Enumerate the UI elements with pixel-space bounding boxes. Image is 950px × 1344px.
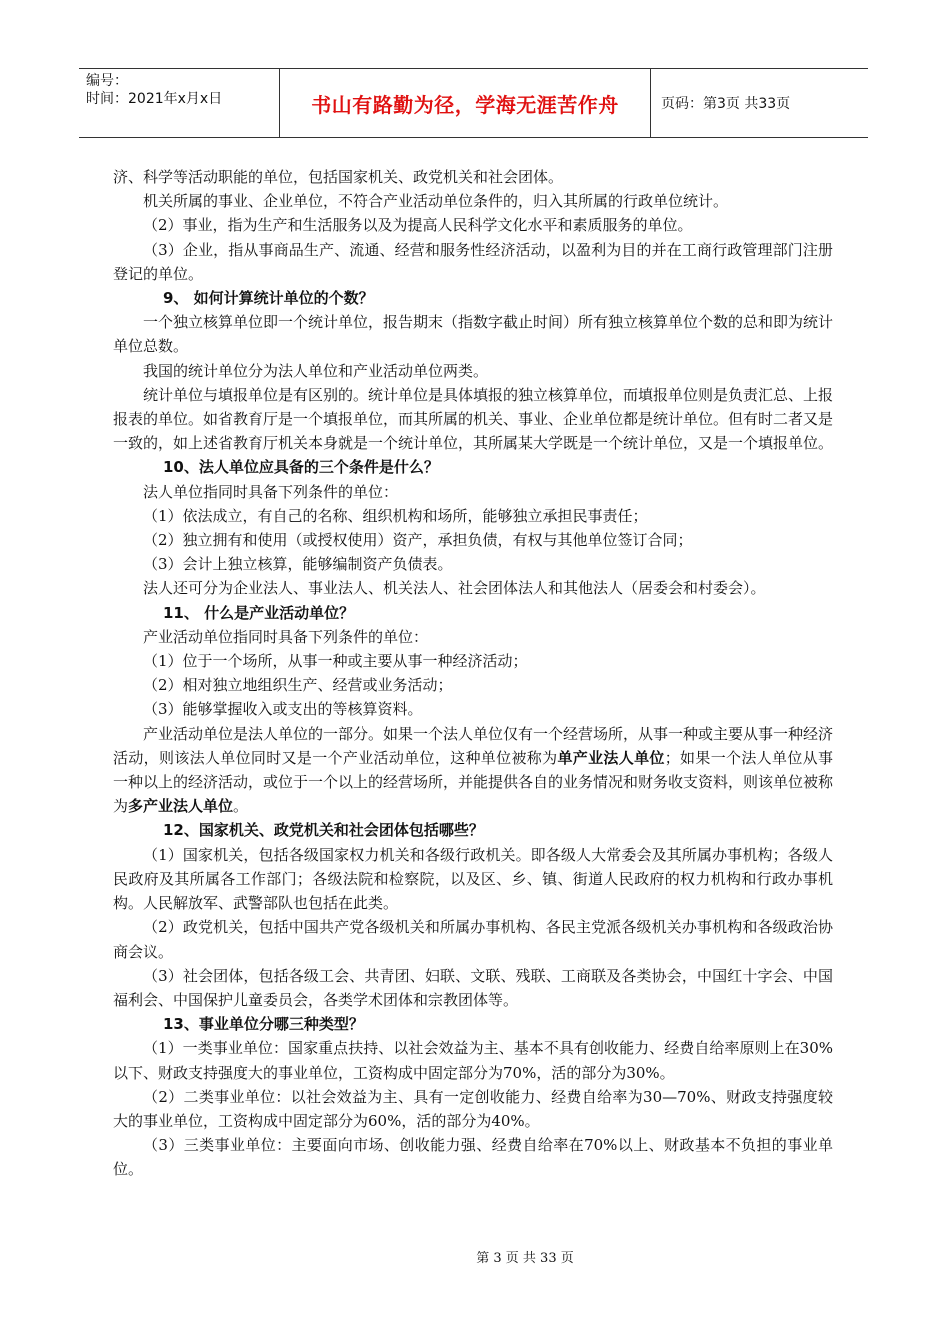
paragraph: （3）三类事业单位：主要面向市场、创收能力强、经费自给率在70%以上、财政基本不负担的事业单位。 [113, 1136, 833, 1179]
question-heading-13: 13、事业单位分哪三种类型？ [163, 1015, 364, 1034]
text-run: 。 [233, 797, 249, 816]
paragraph: （1）依法成立，有自己的名称、组织机构和场所，能够独立承担民事责任； [143, 506, 648, 525]
question-heading-9: 9、 如何计算统计单位的个数？ [163, 289, 374, 308]
question-heading-12: 12、国家机关、政党机关和社会团体包括哪些？ [163, 821, 484, 840]
paragraph: （3）企业，指从事商品生产、流通、经营和服务性经济活动，以盈利为目的并在工商行政管理部门注册登记的单位。 [113, 240, 833, 283]
header-motto: 书山有路勤为径，学海无涯苦作舟 [311, 92, 619, 117]
header-motto-cell [280, 69, 651, 137]
question-heading-11: 11、 什么是产业活动单位？ [163, 603, 355, 622]
paragraph: （2）事业，指为生产和生活服务以及为提高人民科学文化水平和素质服务的单位。 [143, 216, 693, 235]
paragraph: （2）二类事业单位：以社会效益为主、具有一定创收能力、经费自给率为30—70%、财政支持强度较大的事业单位，工资构成中固定部分为60%，活的部分为40%。 [113, 1087, 833, 1130]
paragraph: （2）相对独立地组织生产、经营或业务活动； [143, 676, 453, 695]
page-header [79, 68, 868, 138]
paragraph: （1）国家机关，包括各级国家权力机关和各级行政机关。即各级人大常委会及其所属办事机构；各级人民政府及其所属各工作部门；各级法院和检察院，以及区、乡、镇、街道人民政府的权力机构和行政办事机构。人民解放军、武警部队也包括在此类。 [113, 845, 833, 913]
paragraph: 法人单位指同时具备下列条件的单位： [143, 482, 399, 501]
paragraph: 机关所属的事业、企业单位，不符合产业活动单位条件的，归入其所属的行政单位统计。 [143, 192, 729, 211]
header-meta [79, 69, 280, 137]
emphasis-term: 单产业法人单位 [557, 748, 665, 767]
paragraph: （2）独立拥有和使用（或授权使用）资产，承担负债，有权与其他单位签订合同； [143, 531, 693, 550]
page-footer: 第 3 页 共 33 页 [476, 1251, 574, 1266]
paragraph: （3）社会团体，包括各级工会、共青团、妇联、文联、残联、工商联及各类协会，中国红十字会、中国福利会、中国保护儿童委员会，各类学术团体和宗教团体等。 [113, 966, 833, 1009]
paragraph-with-emphasis [113, 722, 833, 819]
doc-time-label: 时间：2021年x月x日 [86, 91, 223, 107]
text-run: ；如果一个法人单位从事一种以上的经济活动，或位于一个以上的经营场所，并能提供各自的业务情况和财务收支资料，则该单位被称为 [113, 748, 834, 816]
header-page-info: 页码：第3页 共33页 [661, 96, 791, 112]
emphasis-term: 多产业法人单位 [128, 797, 234, 816]
document-body [113, 165, 833, 1182]
paragraph: （1）位于一个场所，从事一种或主要从事一种经济活动； [143, 652, 528, 671]
text-run: 产业活动单位是法人单位的一部分。如果一个法人单位仅有一个经营场所，从事一种或主要从事一种经济活动，则该法人单位同时又是一个产业活动单位，这种单位被称为 [113, 724, 834, 767]
paragraph: 法人还可分为企业法人、事业法人、机关法人、社会团体法人和其他法人（居委会和村委会）。 [143, 579, 766, 598]
paragraph: （2）政党机关，包括中国共产党各级机关和所属办事机构、各民主党派各级机关办事机构和各级政治协商会议。 [113, 918, 833, 961]
paragraph: 统计单位与填报单位是有区别的。统计单位是具体填报的独立核算单位，而填报单位则是负责汇总、上报报表的单位。如省教育厅是一个填报单位，而其所属的机关、事业、企业单位都是统计单位。但有时二者又是一致的，如上述省教育厅机关本身就是一个统计单位，其所属某大学既是一个统计单位，又是一个填报单位。 [113, 385, 834, 453]
doc-number-label: 编号： [86, 73, 128, 89]
paragraph: 产业活动单位指同时具备下列条件的单位： [143, 627, 429, 646]
paragraph: （3）能够掌握收入或支出的等核算资料。 [143, 700, 423, 719]
paragraph: 我国的统计单位分为法人单位和产业活动单位两类。 [143, 361, 489, 380]
paragraph: 济、科学等活动职能的单位，包括国家机关、政党机关和社会团体。 [113, 168, 564, 186]
question-heading-10: 10、法人单位应具备的三个条件是什么？ [163, 458, 439, 477]
paragraph: （1）一类事业单位：国家重点扶持、以社会效益为主、基本不具有创收能力、经费自给率原则上在30%以下、财政支持强度大的事业单位，工资构成中固定部分为70%，活的部分为30%。 [113, 1039, 833, 1082]
paragraph: 一个独立核算单位即一个统计单位，报告期末（指数字截止时间）所有独立核算单位个数的总和即为统计单位总数。 [113, 313, 834, 356]
paragraph: （3）会计上独立核算，能够编制资产负债表。 [143, 555, 453, 574]
